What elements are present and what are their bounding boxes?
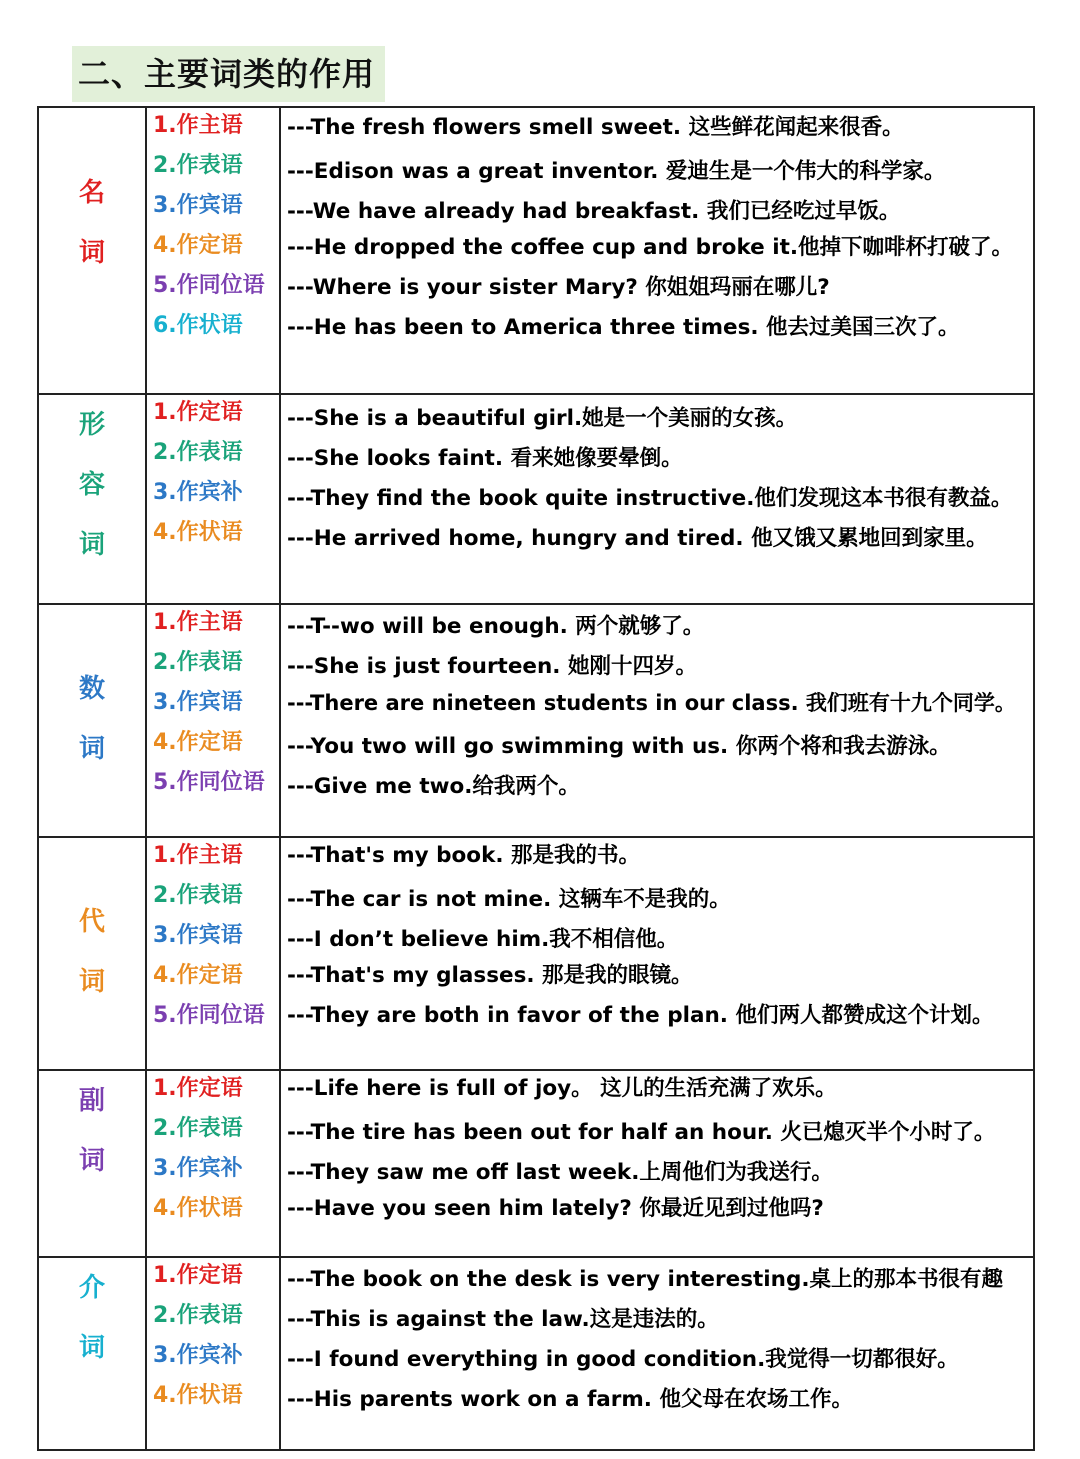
role-label: 5.作同位语: [153, 770, 265, 795]
example-sentence: ---They are both in favor of the plan. 他们两人都赞成这个计划。: [287, 1003, 994, 1028]
example-sentence: ---She is just fourteen. 她刚十四岁。: [287, 654, 697, 679]
title-banner: [72, 46, 385, 102]
role-label: 4.作定语: [153, 233, 243, 258]
examples-cell: [280, 1257, 1034, 1450]
examples-cell: [280, 604, 1034, 837]
role-label: 4.作定语: [153, 963, 243, 988]
example-sentence: ---They find the book quite instructive.他们发现这本书很有教益。: [287, 486, 1013, 511]
role-label: 2.作表语: [153, 1116, 243, 1141]
role-label: 4.作状语: [153, 1383, 243, 1408]
role-label: 2.作表语: [153, 650, 243, 675]
example-sentence: ---She looks faint. 看来她像要晕倒。: [287, 446, 683, 471]
role-label: 2.作表语: [153, 883, 243, 908]
example-sentence: ---His parents work on a farm. 他父母在农场工作。: [287, 1387, 853, 1412]
part-of-speech-char: 词: [78, 238, 105, 268]
section-row: [38, 1257, 1034, 1450]
examples-cell: [280, 394, 1034, 604]
role-label: 2.作表语: [153, 153, 243, 178]
role-label: 1.作主语: [153, 610, 243, 635]
role-label: 3.作宾补: [153, 1343, 243, 1368]
part-of-speech-char: 形: [78, 410, 105, 440]
example-sentence: ---He dropped the coffee cup and broke it.他掉下咖啡杯打破了。: [287, 235, 1014, 260]
part-of-speech-char: 代: [78, 907, 105, 937]
role-label: 1.作定语: [153, 400, 243, 425]
part-of-speech-char: 数: [78, 674, 105, 704]
part-of-speech-char: 词: [78, 1146, 105, 1176]
part-of-speech-label: [39, 395, 145, 575]
role-label: 1.作定语: [153, 1263, 243, 1288]
example-sentence: ---They saw me off last week.上周他们为我送行。: [287, 1160, 833, 1185]
example-sentence: ---The tire has been out for half an hour. 火已熄灭半个小时了。: [287, 1120, 996, 1145]
part-of-speech-char: 词: [78, 734, 105, 764]
part-of-speech-cell: [38, 107, 146, 394]
examples-cell: [280, 837, 1034, 1070]
role-label: 2.作表语: [153, 440, 243, 465]
example-sentence: ---You two will go swimming with us. 你两个将和我去游泳。: [287, 734, 951, 759]
part-of-speech-char: 副: [78, 1086, 105, 1116]
part-of-speech-cell: [38, 1257, 146, 1450]
example-sentence: ---Where is your sister Mary? 你姐姐玛丽在哪儿?: [287, 275, 830, 300]
part-of-speech-char: 词: [78, 1333, 105, 1363]
example-sentence: ---This is against the law.这是违法的。: [287, 1307, 719, 1332]
part-of-speech-char: 词: [78, 530, 105, 560]
section-row: [38, 107, 1034, 394]
role-label: 1.作定语: [153, 1076, 243, 1101]
example-sentence: ---We have already had breakfast. 我们已经吃过早饭。: [287, 199, 901, 224]
section-row: [38, 604, 1034, 837]
role-label: 3.作宾补: [153, 480, 243, 505]
role-label: 3.作宾语: [153, 193, 243, 218]
example-sentence: ---The car is not mine. 这辆车不是我的。: [287, 887, 731, 912]
role-label: 3.作宾语: [153, 690, 243, 715]
example-sentence: ---Have you seen him lately? 你最近见到过他吗?: [287, 1196, 824, 1221]
part-of-speech-char: 容: [78, 470, 105, 500]
example-sentence: ---I don’t believe him.我不相信他。: [287, 927, 679, 952]
role-label: 1.作主语: [153, 843, 243, 868]
role-label: 5.作同位语: [153, 1003, 265, 1028]
part-of-speech-label: [39, 659, 145, 779]
part-of-speech-char: 名: [78, 178, 105, 208]
roles-cell: [146, 1070, 280, 1257]
example-sentence: ---He has been to America three times. 他去过美国三次了。: [287, 315, 960, 340]
role-label: 2.作表语: [153, 1303, 243, 1328]
part-of-speech-label: [39, 892, 145, 1012]
part-of-speech-cell: [38, 394, 146, 604]
role-label: 1.作主语: [153, 113, 243, 138]
example-sentence: ---Life here is full of joy。 这儿的生活充满了欢乐。: [287, 1076, 837, 1101]
roles-cell: [146, 394, 280, 604]
role-label: 6.作状语: [153, 313, 243, 338]
examples-cell: [280, 1070, 1034, 1257]
example-sentence: ---Edison was a great inventor. 爱迪生是一个伟大的科学家。: [287, 159, 946, 184]
examples-cell: [280, 107, 1034, 394]
section-row: [38, 837, 1034, 1070]
example-sentence: ---That's my book. 那是我的书。: [287, 843, 641, 868]
part-of-speech-label: [39, 1071, 145, 1191]
example-sentence: ---There are nineteen students in our class. 我们班有十九个同学。: [287, 691, 1016, 715]
example-sentence: ---T--wo will be enough. 两个就够了。: [287, 614, 705, 639]
section-row: [38, 1070, 1034, 1257]
page-title: 二、主要词类的作用: [78, 55, 376, 93]
example-sentence: ---The book on the desk is very interesting.桌上的那本书很有趣: [287, 1267, 1004, 1292]
role-label: 3.作宾补: [153, 1156, 243, 1181]
role-label: 5.作同位语: [153, 273, 265, 298]
roles-cell: [146, 604, 280, 837]
example-sentence: ---He arrived home, hungry and tired. 他又饿又累地回到家里。: [287, 526, 988, 551]
part-of-speech-char: 介: [78, 1273, 105, 1303]
part-of-speech-char: 词: [78, 967, 105, 997]
role-label: 3.作宾语: [153, 923, 243, 948]
example-sentence: ---I found everything in good condition.我觉得一切都很好。: [287, 1347, 959, 1372]
roles-cell: [146, 107, 280, 394]
example-sentence: ---Give me two.给我两个。: [287, 774, 580, 799]
part-of-speech-cell: [38, 837, 146, 1070]
section-row: [38, 394, 1034, 604]
role-label: 4.作状语: [153, 1196, 243, 1221]
part-of-speech-label: [39, 1258, 145, 1378]
part-of-speech-cell: [38, 1070, 146, 1257]
roles-cell: [146, 1257, 280, 1450]
role-label: 4.作状语: [153, 520, 243, 545]
example-sentence: ---She is a beautiful girl.她是一个美丽的女孩。: [287, 406, 798, 431]
example-sentence: ---That's my glasses. 那是我的眼镜。: [287, 963, 693, 988]
role-label: 4.作定语: [153, 730, 243, 755]
example-sentence: ---The fresh flowers smell sweet. 这些鲜花闻起来很香。: [287, 115, 904, 140]
roles-cell: [146, 837, 280, 1070]
part-of-speech-label: [39, 163, 145, 283]
grammar-table: [37, 106, 1035, 1451]
part-of-speech-cell: [38, 604, 146, 837]
